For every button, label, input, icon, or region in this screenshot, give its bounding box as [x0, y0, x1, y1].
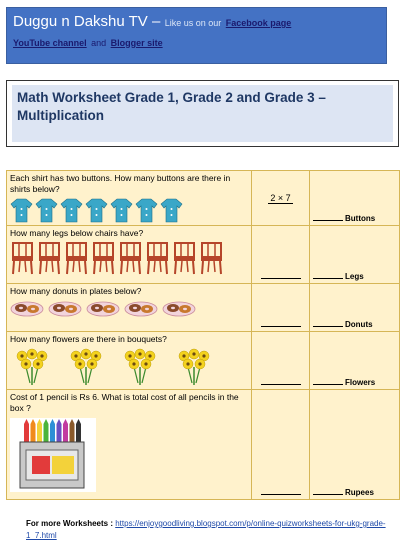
blogger-link[interactable]: Blogger site [110, 38, 163, 48]
footer [26, 518, 408, 542]
answer-blank[interactable] [261, 317, 301, 327]
answer-cell [252, 332, 310, 390]
chairs-image [10, 241, 248, 275]
table-row [7, 390, 400, 500]
facebook-link[interactable]: Facebook page [225, 18, 292, 28]
pencil-tip-icon [44, 419, 49, 424]
brand-name: Duggu n Dakshu TV – [13, 13, 161, 30]
question-text: How many donuts in plates below? [10, 286, 142, 296]
unit-cell [310, 284, 400, 332]
answer-cell [252, 284, 310, 332]
flower-bouquet-icon [176, 347, 212, 387]
answer-blank[interactable] [261, 485, 301, 495]
shirt-icon [60, 197, 83, 223]
shirt-icon [160, 197, 183, 223]
shirts-image [10, 197, 248, 223]
answer-blank[interactable] [261, 375, 301, 385]
question-text: How many flowers are there in bouquets? [10, 334, 167, 344]
youtube-link[interactable]: YouTube channel [13, 38, 87, 48]
pencil-box-image [10, 418, 96, 492]
donut-plate-icon [48, 299, 82, 317]
shirt-icon [85, 197, 108, 223]
unit-cell [310, 226, 400, 284]
chair-icon [37, 241, 62, 275]
chair-icon [118, 241, 143, 275]
chair-icon [64, 241, 89, 275]
pencil-tip-icon [63, 419, 68, 424]
answer-expression: 2 × 7 [270, 192, 291, 203]
answer-cell [252, 226, 310, 284]
and-text: and [91, 38, 107, 48]
question-text: Cost of 1 pencil is Rs 6. What is total cost of all pencils in the box ? [10, 392, 239, 413]
chair-icon [91, 241, 116, 275]
header-banner [6, 7, 387, 64]
shirt-icon [135, 197, 158, 223]
pencil-tip-icon [50, 419, 55, 424]
title-box [6, 80, 399, 147]
answer-blank[interactable] [313, 317, 343, 327]
unit-cell [310, 390, 400, 500]
shirt-icon [35, 197, 58, 223]
table-row [7, 332, 400, 390]
question-cell [7, 171, 252, 226]
unit-label: Rupees [345, 488, 374, 497]
answer-blank[interactable] [313, 485, 343, 495]
chair-icon [10, 241, 35, 275]
answer-blank[interactable] [261, 269, 301, 279]
donut-plate-icon [10, 299, 44, 317]
donut-plate-icon [162, 299, 196, 317]
shirt-icon [10, 197, 33, 223]
worksheet-table [6, 170, 400, 500]
unit-label: Donuts [345, 320, 373, 329]
unit-label: Flowers [345, 378, 376, 387]
answer-blank[interactable] [313, 375, 343, 385]
pencil-tip-icon [37, 419, 42, 424]
chair-icon [199, 241, 224, 275]
banner-line-2 [13, 33, 380, 51]
pencil-tip-icon [57, 419, 62, 424]
question-text: Each shirt has two buttons. How many buttons are there in shirts below? [10, 173, 231, 194]
question-cell [7, 332, 252, 390]
flower-bouquet-icon [68, 347, 104, 387]
tagline: Like us on our [164, 18, 222, 28]
question-cell [7, 226, 252, 284]
flowers-image [10, 347, 248, 387]
question-cell [7, 284, 252, 332]
table-row [7, 226, 400, 284]
table-row [7, 171, 400, 226]
answer-blank[interactable] [313, 211, 343, 221]
unit-cell [310, 332, 400, 390]
donut-plate-icon [86, 299, 120, 317]
donut-plate-icon [124, 299, 158, 317]
table-row [7, 284, 400, 332]
unit-label: Legs [345, 272, 364, 281]
question-text: How many legs below chairs have? [10, 228, 144, 238]
shirt-icon [110, 197, 133, 223]
flower-bouquet-icon [122, 347, 158, 387]
unit-cell [310, 171, 400, 226]
answer-cell [252, 390, 310, 500]
worksheet-title: Math Worksheet Grade 1, Grade 2 and Grade 3 – Multiplication [12, 85, 393, 142]
question-cell [7, 390, 252, 500]
donuts-image [10, 299, 248, 317]
worksheets-link[interactable]: https://enjoygoodliving.blogspot.com/p/online-quizworksheets-for-ukg-grade-1_7.html [26, 519, 386, 540]
pencil-tip-icon [76, 419, 81, 424]
flower-bouquet-icon [14, 347, 50, 387]
pencil-tip-icon [24, 419, 29, 424]
chair-icon [145, 241, 170, 275]
answer-blank[interactable] [313, 269, 343, 279]
chair-icon [172, 241, 197, 275]
answer-cell [252, 171, 310, 226]
unit-label: Buttons [345, 214, 376, 223]
pencil-tip-icon [70, 419, 75, 424]
banner-line-1 [13, 13, 380, 31]
pencil-tip-icon [31, 419, 36, 424]
footer-label: For more Worksheets : [26, 519, 113, 528]
